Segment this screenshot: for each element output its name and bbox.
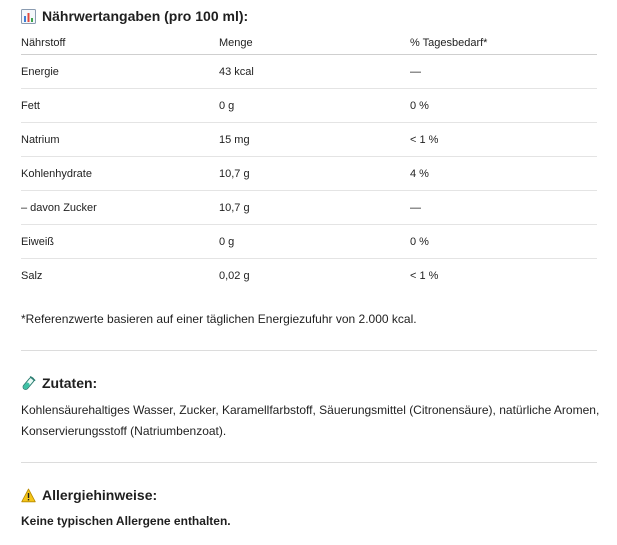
table-row <box>21 191 597 225</box>
nutrition-table <box>21 31 597 292</box>
ingredients-title: Zutaten: <box>42 375 98 391</box>
nutrient-name: Energie <box>21 55 219 89</box>
table-header-row <box>21 31 597 55</box>
nutrient-amount: 0 g <box>219 225 410 259</box>
nutrient-name: – davon Zucker <box>21 191 219 225</box>
warning-icon <box>21 488 36 503</box>
table-row <box>21 225 597 259</box>
nutrient-daily-value: — <box>410 55 597 89</box>
table-row <box>21 259 597 293</box>
nutrient-amount: 0 g <box>219 89 410 123</box>
nutrient-amount: 15 mg <box>219 123 410 157</box>
nutrient-amount: 10,7 g <box>219 191 410 225</box>
test-tube-icon <box>21 376 36 391</box>
nutrient-name: Fett <box>21 89 219 123</box>
nutrition-heading <box>21 8 248 24</box>
section-divider <box>21 350 597 351</box>
section-divider <box>21 462 597 463</box>
nutrient-daily-value: < 1 % <box>410 269 439 282</box>
bar-chart-icon <box>21 9 36 24</box>
nutrient-amount: 10,7 g <box>219 157 410 191</box>
nutrient-daily-value: 0 % <box>410 225 597 259</box>
table-row <box>21 123 597 157</box>
table-row <box>21 55 597 89</box>
nutrient-name: Kohlenhydrate <box>21 157 219 191</box>
nutrient-amount: 0,02 g <box>219 269 250 282</box>
table-row <box>21 157 597 191</box>
allergens-title: Allergiehinweise: <box>42 487 158 503</box>
nutrient-daily-value: < 1 % <box>410 123 597 157</box>
column-header-nutrient: Nährstoff <box>21 31 219 55</box>
nutrient-amount: 43 kcal <box>219 55 410 89</box>
nutrient-daily-value: 4 % <box>410 157 597 191</box>
reference-footnote: *Referenzwerte basieren auf einer täglichen Energiezufuhr von 2.000 kcal. <box>21 312 417 326</box>
column-header-daily-value: % Tagesbedarf* <box>410 31 597 55</box>
ingredients-heading <box>21 375 97 391</box>
allergens-text: Keine typischen Allergene enthalten. <box>21 514 231 528</box>
nutrient-daily-value: 0 % <box>410 89 597 123</box>
nutrient-name: Natrium <box>21 123 219 157</box>
nutrition-title: Nährwertangaben (pro 100 ml): <box>42 8 249 24</box>
ingredients-text: Kohlensäurehaltiges Wasser, Zucker, Karamellfarbstoff, Säuerungsmittel (Citronensäure), natürliche Aromen, Konservierungsstoff (Natriumbenzoat). <box>21 403 600 438</box>
table-row <box>21 89 597 123</box>
column-header-amount: Menge <box>219 31 410 55</box>
nutrient-name: Salz <box>21 269 43 282</box>
nutrient-daily-value: — <box>410 191 597 225</box>
nutrient-name: Eiweiß <box>21 225 219 259</box>
allergens-heading <box>21 487 157 503</box>
